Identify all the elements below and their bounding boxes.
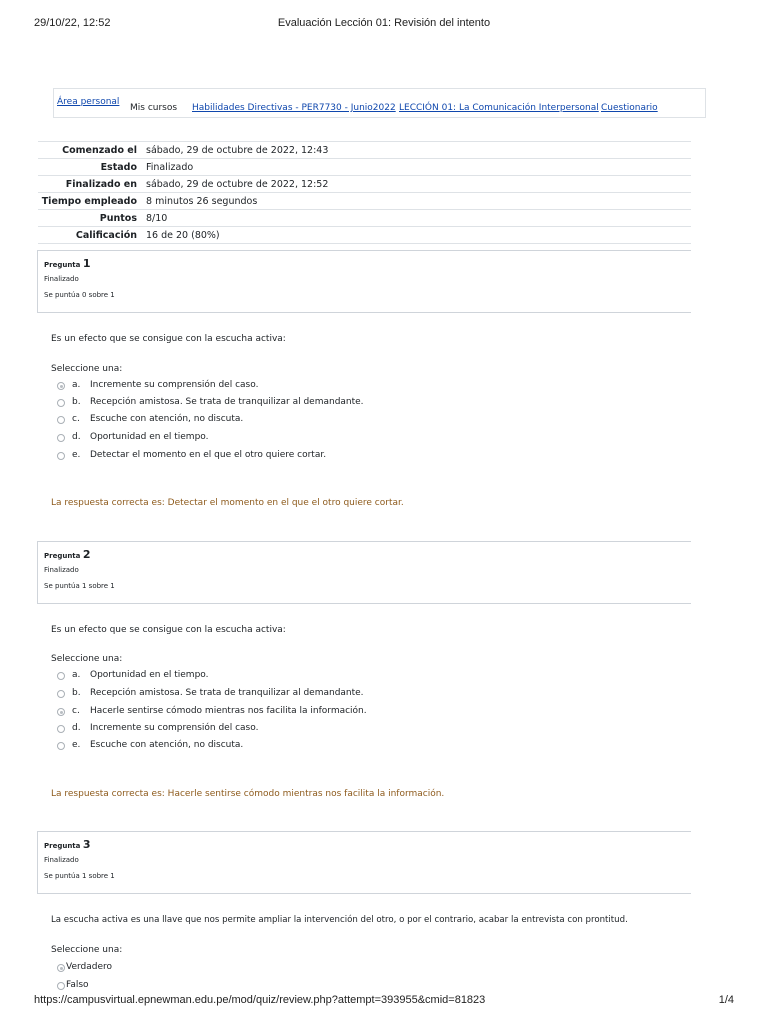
question-text: Es un efecto que se consigue con la escucha activa:: [51, 625, 286, 635]
summary-label: Tiempo empleado: [38, 193, 146, 210]
summary-row: [38, 210, 691, 227]
option-text: Hacerle sentirse cómodo mientras nos facilita la información.: [90, 706, 367, 716]
summary-value: 16 de 20 (80%): [146, 227, 691, 244]
summary-row: [38, 159, 691, 176]
summary-row: [38, 176, 691, 193]
question-state: Finalizado: [44, 275, 79, 283]
radio-button[interactable]: [57, 382, 65, 390]
question-info-box: [37, 541, 691, 604]
option-letter: d.: [72, 432, 81, 442]
radio-button[interactable]: [57, 672, 65, 680]
option-letter: d.: [72, 723, 81, 733]
summary-value: sábado, 29 de octubre de 2022, 12:43: [146, 142, 691, 159]
option-letter: a.: [72, 380, 81, 390]
option-text: Verdadero: [66, 962, 113, 972]
summary-label: Estado: [38, 159, 146, 176]
breadcrumb-my-courses: Mis cursos: [130, 103, 178, 113]
attempt-summary-table: [38, 141, 691, 244]
question-prompt: Seleccione una:: [51, 364, 123, 374]
option-letter: b.: [72, 688, 81, 698]
question-grade: Se puntúa 0 sobre 1: [44, 291, 115, 299]
question-number: Pregunta 2: [44, 548, 91, 561]
option-text: Incremente su comprensión del caso.: [90, 723, 259, 733]
radio-button[interactable]: [57, 452, 65, 460]
question-text: La escucha activa es una llave que nos permite ampliar la intervención del otro, o por el contrario, acabar la entrevista con prontitud.: [51, 915, 628, 925]
option-text: Oportunidad en el tiempo.: [90, 670, 209, 680]
option-text: Falso: [66, 980, 89, 990]
correct-answer-feedback: La respuesta correcta es: Hacerle sentirse cómodo mientras nos facilita la información.: [51, 789, 445, 799]
question-prompt: Seleccione una:: [51, 945, 123, 955]
question-prompt: Seleccione una:: [51, 654, 123, 664]
summary-row: [38, 142, 691, 159]
question-info-box: [37, 250, 691, 313]
radio-button[interactable]: [57, 690, 65, 698]
summary-value: 8 minutos 26 segundos: [146, 193, 691, 210]
print-url: https://campusvirtual.epnewman.edu.pe/mod/quiz/review.php?attempt=393955&cmid=81823: [34, 994, 486, 1006]
option-letter: a.: [72, 670, 81, 680]
breadcrumb: [53, 88, 706, 118]
option-text: Recepción amistosa. Se trata de tranquilizar al demandante.: [90, 688, 364, 698]
radio-button[interactable]: [57, 708, 65, 716]
print-date: 29/10/22, 12:52: [34, 17, 111, 29]
question-grade: Se puntúa 1 sobre 1: [44, 582, 115, 590]
question-text: Es un efecto que se consigue con la escucha activa:: [51, 334, 286, 344]
summary-label: Calificación: [38, 227, 146, 244]
breadcrumb-course-link[interactable]: Habilidades Directivas - PER7730 - Junio2022: [192, 103, 396, 113]
question-info-box: [37, 831, 691, 894]
radio-button[interactable]: [57, 416, 65, 424]
summary-label: Comenzado el: [38, 142, 146, 159]
radio-button[interactable]: [57, 434, 65, 442]
option-text: Detectar el momento en el que el otro quiere cortar.: [90, 450, 327, 460]
question-grade: Se puntúa 1 sobre 1: [44, 872, 115, 880]
summary-label: Puntos: [38, 210, 146, 227]
print-title: Evaluación Lección 01: Revisión del intento: [277, 17, 491, 29]
question-state: Finalizado: [44, 566, 79, 574]
option-letter: e.: [72, 740, 81, 750]
radio-button[interactable]: [57, 725, 65, 733]
correct-answer-feedback: La respuesta correcta es: Detectar el momento en el que el otro quiere cortar.: [51, 498, 404, 508]
option-text: Incremente su comprensión del caso.: [90, 380, 259, 390]
question-state: Finalizado: [44, 856, 79, 864]
summary-value: sábado, 29 de octubre de 2022, 12:52: [146, 176, 691, 193]
radio-button[interactable]: [57, 964, 65, 972]
question-number: Pregunta 3: [44, 838, 91, 851]
option-letter: c.: [72, 414, 80, 424]
breadcrumb-quiz-link[interactable]: Cuestionario: [601, 103, 658, 113]
summary-value: Finalizado: [146, 159, 691, 176]
summary-row: [38, 227, 691, 244]
option-text: Oportunidad en el tiempo.: [90, 432, 209, 442]
option-text: Escuche con atención, no discuta.: [90, 414, 244, 424]
summary-label: Finalizado en: [38, 176, 146, 193]
radio-button[interactable]: [57, 399, 65, 407]
option-text: Escuche con atención, no discuta.: [90, 740, 244, 750]
option-letter: e.: [72, 450, 81, 460]
question-number: Pregunta 1: [44, 257, 91, 270]
radio-button[interactable]: [57, 742, 65, 750]
breadcrumb-lesson-link[interactable]: LECCIÓN 01: La Comunicación Interpersonal: [399, 103, 599, 113]
option-letter: b.: [72, 397, 81, 407]
summary-row: [38, 193, 691, 210]
summary-value: 8/10: [146, 210, 691, 227]
print-page-number: 1/4: [718, 994, 734, 1006]
radio-button[interactable]: [57, 982, 65, 990]
option-letter: c.: [72, 706, 80, 716]
option-text: Recepción amistosa. Se trata de tranquilizar al demandante.: [90, 397, 364, 407]
breadcrumb-home-link[interactable]: Área personal: [57, 97, 120, 107]
